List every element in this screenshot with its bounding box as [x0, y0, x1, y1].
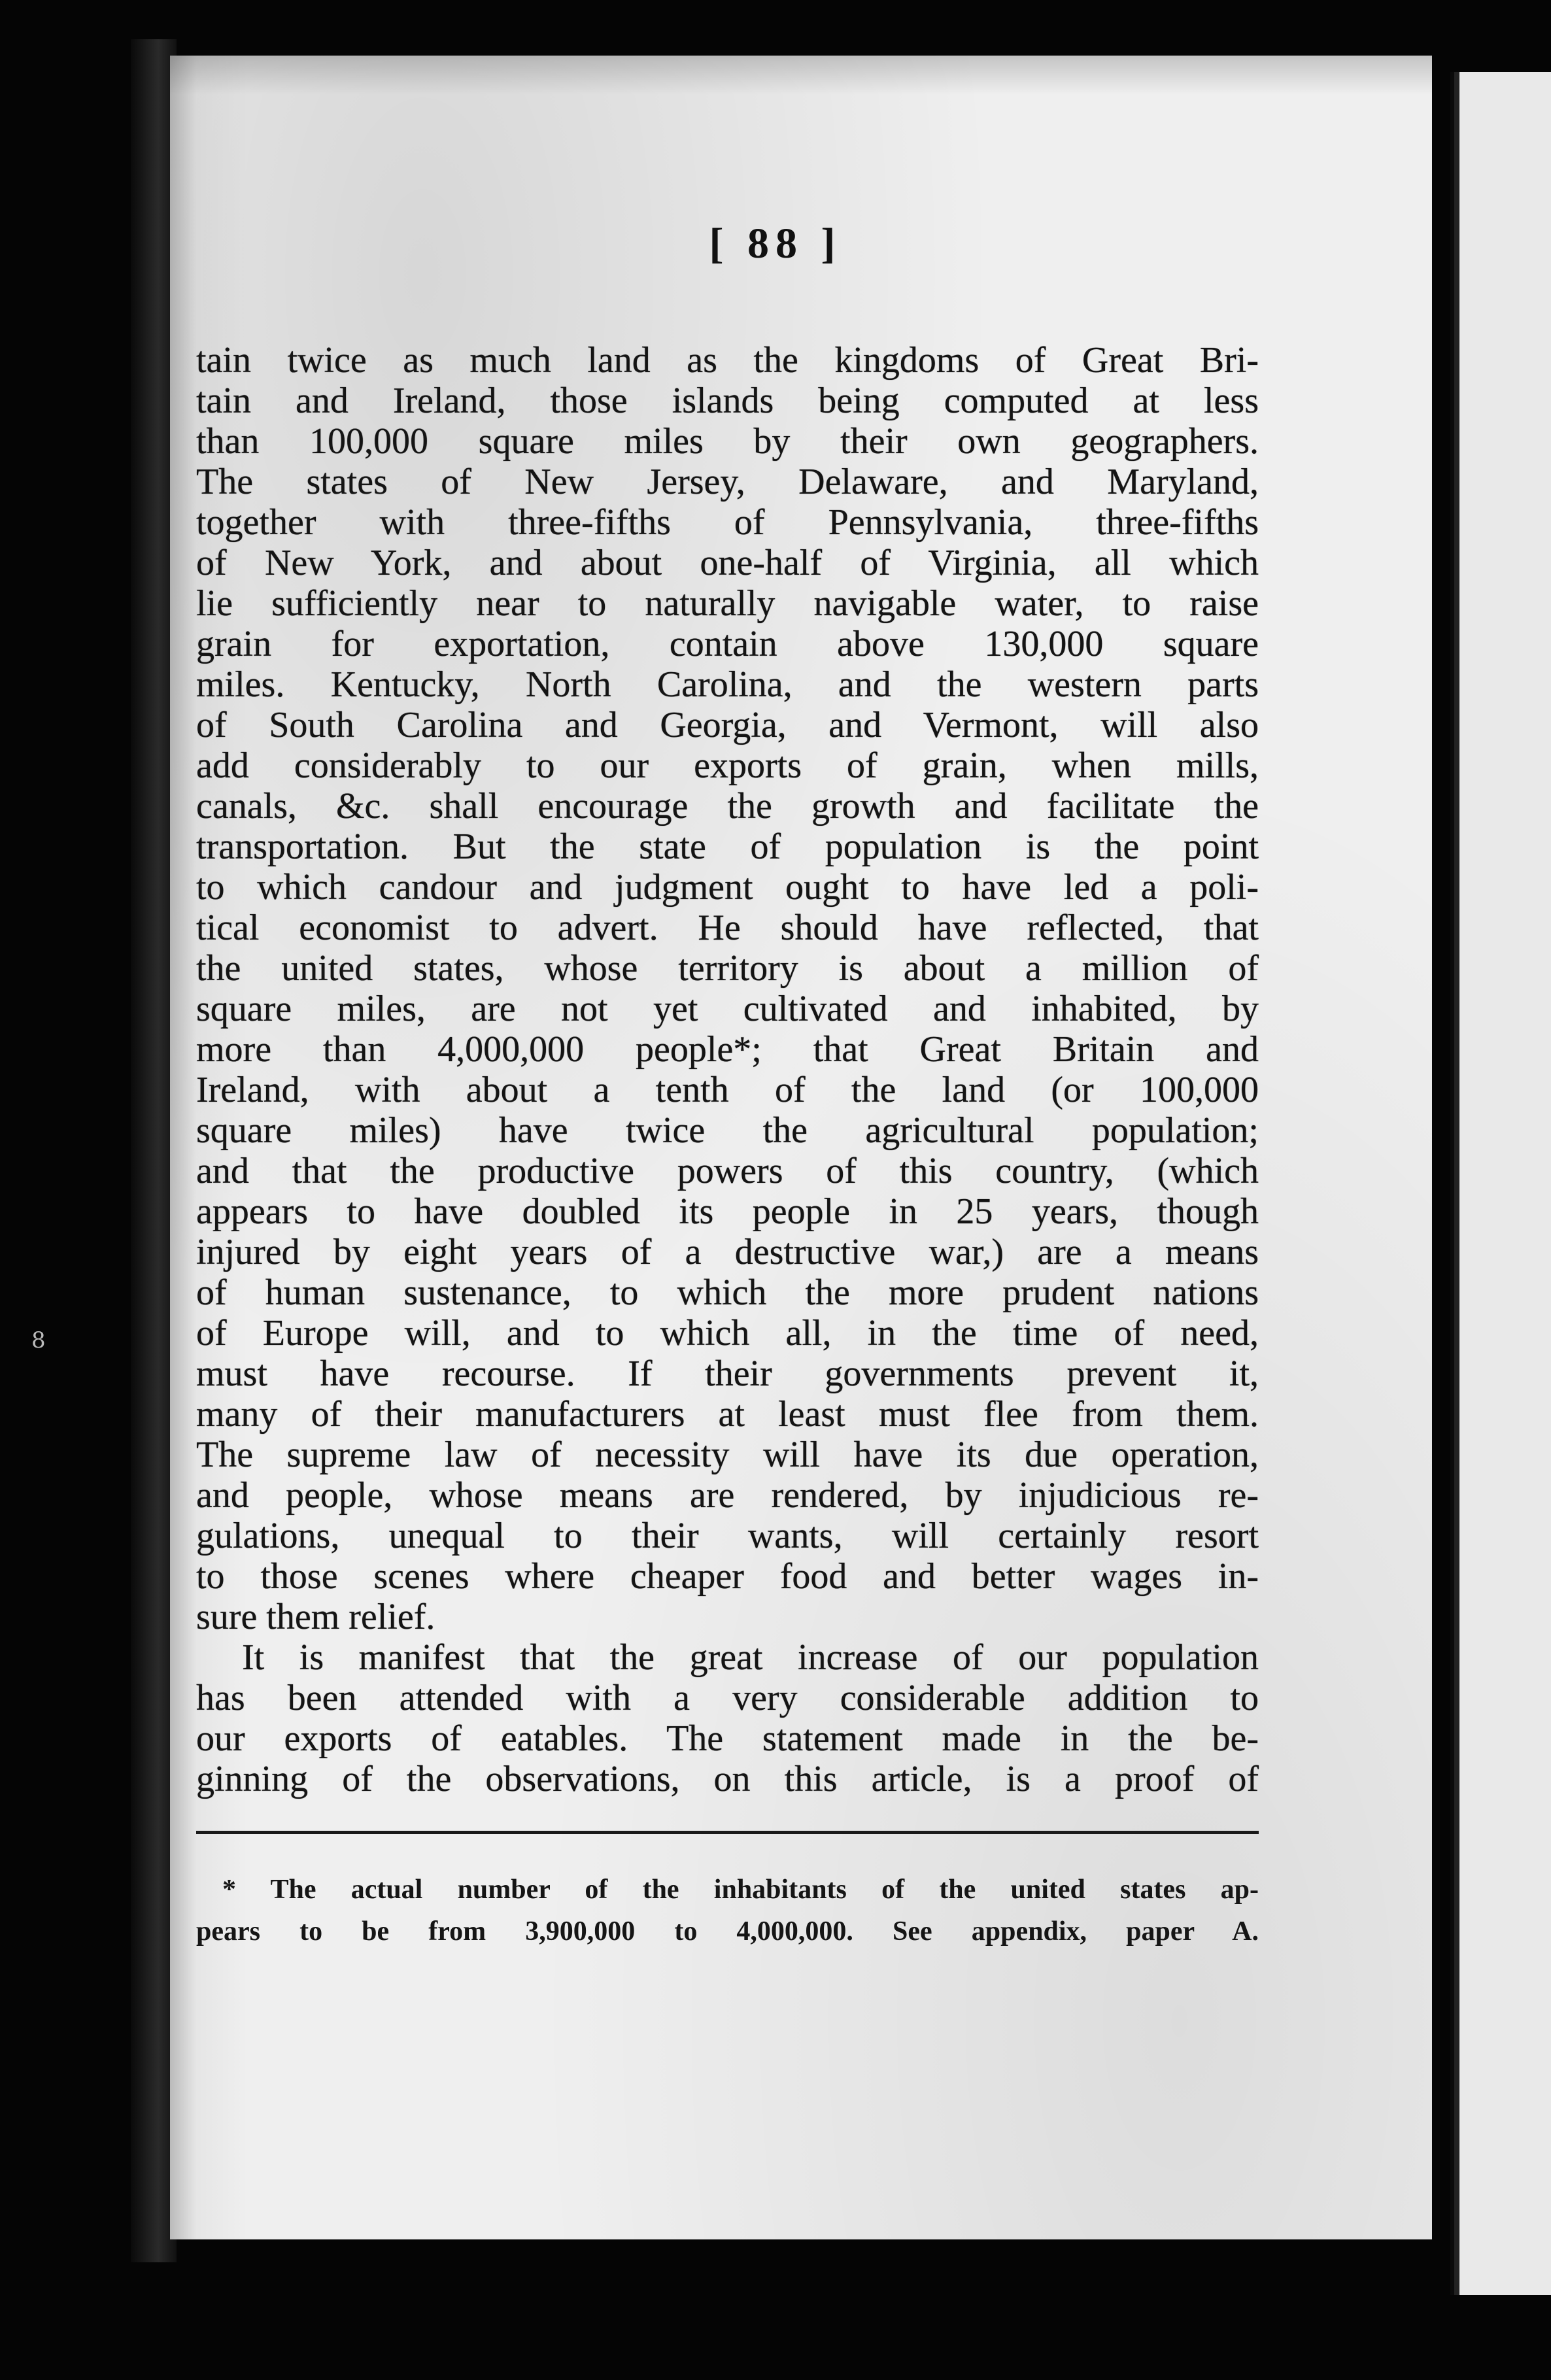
body-line: sure them relief. [196, 1597, 435, 1637]
stray-mark: 8 [31, 1327, 46, 1353]
body-line: together with three-fifths of Pennsylvania, three-fifths [196, 502, 1259, 543]
facing-page-border [1454, 72, 1459, 2295]
body-line: the united states, whose territory is about a million of [196, 948, 1259, 989]
body-line: many of their manufacturers at least must flee from them. [196, 1394, 1259, 1435]
body-line: and that the productive powers of this country, (which [196, 1151, 1259, 1191]
body-line: add considerably to our exports of grain, when mills, [196, 745, 1259, 786]
body-line: must have recourse. If their governments prevent it, [196, 1353, 1259, 1394]
body-line: of human sustenance, to which the more prudent nations [196, 1272, 1259, 1313]
footnote-line: pears to be from 3,900,000 to 4,000,000. See appendix, paper A. [196, 1916, 1259, 1946]
footnote-line: * The actual number of the inhabitants of the united states ap- [222, 1875, 1259, 1905]
body-line: to those scenes where cheaper food and better wages in- [196, 1556, 1259, 1597]
facing-page-edge [1450, 72, 1551, 2295]
body-line: Ireland, with about a tenth of the land (or 100,000 [196, 1070, 1259, 1110]
footnote-divider [196, 1831, 1259, 1834]
body-line: square miles) have twice the agricultural population; [196, 1110, 1259, 1151]
body-line: has been attended with a very considerable addition to [196, 1678, 1259, 1718]
body-line: to which candour and judgment ought to have led a poli- [196, 867, 1259, 908]
body-line: and people, whose means are rendered, by injudicious re- [196, 1475, 1259, 1516]
body-line: tain twice as much land as the kingdoms of Great Bri- [196, 340, 1259, 381]
body-line: of South Carolina and Georgia, and Vermont, will also [196, 705, 1259, 745]
body-line: appears to have doubled its people in 25 years, though [196, 1191, 1259, 1232]
body-line: transportation. But the state of population is the point [196, 826, 1259, 867]
body-line: more than 4,000,000 people*; that Great Britain and [196, 1029, 1259, 1070]
body-line: tical economist to advert. He should have reflected, that [196, 908, 1259, 948]
body-line: The supreme law of necessity will have its due operation, [196, 1435, 1259, 1475]
body-line: canals, &c. shall encourage the growth and facilitate the [196, 786, 1259, 826]
body-line: The states of New Jersey, Delaware, and Maryland, [196, 462, 1259, 502]
body-line: It is manifest that the great increase of our population [242, 1637, 1259, 1678]
body-line: ginning of the observations, on this article, is a proof of [196, 1759, 1259, 1799]
body-line: lie sufficiently near to naturally navigable water, to raise [196, 583, 1259, 624]
body-line: miles. Kentucky, North Carolina, and the western parts [196, 664, 1259, 705]
body-line: of New York, and about one-half of Virginia, all which [196, 543, 1259, 583]
body-line: grain for exportation, contain above 130,000 square [196, 624, 1259, 664]
body-line: than 100,000 square miles by their own geographers. [196, 421, 1259, 462]
body-line: of Europe will, and to which all, in the time of need, [196, 1313, 1259, 1353]
body-line: injured by eight years of a destructive war,) are a means [196, 1232, 1259, 1272]
page-number-header: [ 88 ] [709, 220, 842, 267]
body-text [196, 340, 1259, 1799]
footnote [196, 1869, 1259, 1952]
body-line: our exports of eatables. The statement made in the be- [196, 1718, 1259, 1759]
body-line: gulations, unequal to their wants, will certainly resort [196, 1516, 1259, 1556]
body-line: square miles, are not yet cultivated and inhabited, by [196, 989, 1259, 1029]
body-line: tain and Ireland, those islands being computed at less [196, 381, 1259, 421]
